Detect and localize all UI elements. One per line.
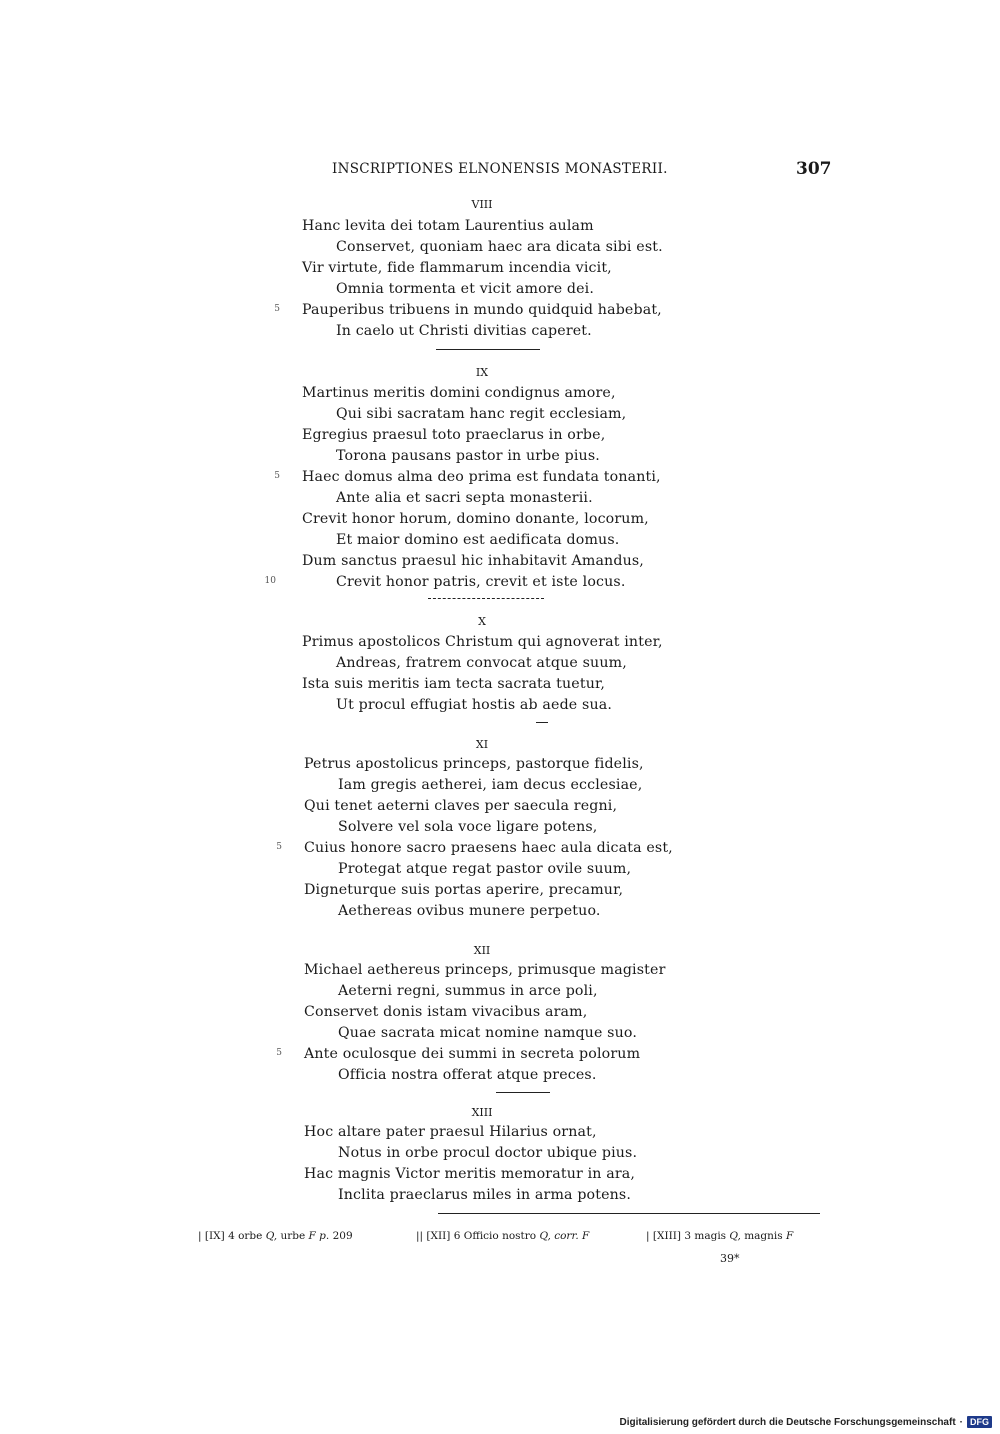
line-number: 5 [276,1048,282,1058]
verse-line: Officia nostra offerat atque preces. [338,1067,597,1083]
verse-line: Solvere vel sola voce ligare potens, [338,819,598,835]
verse-line: Iam gregis aetherei, iam decus ecclesiae, [338,777,643,793]
verse-line: Conservet, quoniam haec ara dicata sibi est. [336,239,663,255]
verse-line: Ante alia et sacri septa monasterii. [336,490,593,506]
poem-numeral-xi: XI [475,738,489,751]
verse-line: Hac magnis Victor meritis memoratur in ara, [304,1166,636,1182]
line-number: 5 [276,842,282,852]
poem-numeral-xiii: XIII [471,1106,493,1119]
verse-line: Ante oculosque dei summi in secreta polorum [304,1046,641,1062]
verse-line: Dum sanctus praesul hic inhabitavit Amandus, [302,553,644,569]
page-number: 307 [796,159,832,179]
verse-line: Aeterni regni, summus in arce poli, [338,983,598,999]
verse-line: Pauperibus tribuens in mundo quidquid habebat, [302,302,662,318]
verse-line: Crevit honor horum, domino donante, locorum, [302,511,649,527]
verse-line: Martinus meritis domini condignus amore, [302,385,616,401]
line-number: 5 [274,304,280,314]
verse-line: Egregius praesul toto praeclarus in orbe, [302,427,606,443]
verse-line: Hanc levita dei totam Laurentius aulam [302,218,594,234]
verse-line: Protegat atque regat pastor ovile suum, [338,861,632,877]
verse-line: Torona pausans pastor in urbe pius. [336,448,600,464]
poem-separator [496,1092,550,1093]
verse-line: Omnia tormenta et vicit amore dei. [336,281,595,297]
verse-line: Primus apostolicos Christum qui agnoverat inter, [302,634,663,650]
verse-line: Michael aethereus princeps, primusque magister [304,962,666,978]
running-title: INSCRIPTIONES ELNONENSIS MONASTERII. [332,161,668,177]
line-number: 5 [274,471,280,481]
digitization-banner: Digitalisierung gefördert durch die Deutsche Forschungsgemeinschaft · DFG [619,1416,992,1428]
line-number: 10 [264,576,276,586]
footnote-ix: | [IX] 4 orbe Q, urbe F p. 209 [198,1230,353,1242]
verse-line: Ut procul effugiat hostis ab aede sua. [336,697,612,713]
verse-line: Aethereas ovibus munere perpetuo. [338,903,601,919]
poem-numeral-xii: XII [473,944,491,957]
poem-separator [536,722,548,723]
verse-line: Crevit honor patris, crevit et iste locus. [336,574,626,590]
verse-line: Quae sacrata micat nomine namque suo. [338,1025,637,1041]
verse-line: Andreas, fratrem convocat atque suum, [336,655,627,671]
poem-separator [436,349,540,350]
verse-line: Digneturque suis portas aperire, precamur, [304,882,624,898]
verse-line: Vir virtute, fide flammarum incendia vicit, [302,260,612,276]
verse-line: Notus in orbe procul doctor ubique pius. [338,1145,638,1161]
verse-line: Petrus apostolicus princeps, pastorque fidelis, [304,756,644,772]
poem-numeral-x: X [478,615,486,628]
verse-line: Qui sibi sacratam hanc regit ecclesiam, [336,406,627,422]
footnote-rule [438,1213,820,1214]
verse-line: Haec domus alma deo prima est fundata tonanti, [302,469,661,485]
footnote-xiii: | [XIII] 3 magis Q, magnis F [646,1230,794,1242]
poem-numeral-viii: VIII [471,198,493,211]
verse-line: Hoc altare pater praesul Hilarius ornat, [304,1124,597,1140]
verse-line: Ista suis meritis iam tecta sacrata tuetur, [302,676,606,692]
verse-line: In caelo ut Christi divitias caperet. [336,323,592,339]
signature-mark: 39* [720,1252,740,1265]
verse-line: Et maior domino est aedificata domus. [336,532,620,548]
poem-separator [428,598,544,599]
verse-line: Inclita praeclarus miles in arma potens. [338,1187,632,1203]
verse-line: Conservet donis istam vivacibus aram, [304,1004,588,1020]
footnote-xii: || [XII] 6 Officio nostro Q, corr. F [416,1230,590,1242]
digitization-note: Digitalisierung gefördert durch die Deutsche Forschungsgemeinschaft [619,1416,956,1428]
dfg-logo-icon: DFG [967,1416,992,1428]
poem-numeral-ix: IX [475,366,489,379]
verse-line: Cuius honore sacro praesens haec aula dicata est, [304,840,673,856]
verse-line: Qui tenet aeterni claves per saecula regni, [304,798,618,814]
